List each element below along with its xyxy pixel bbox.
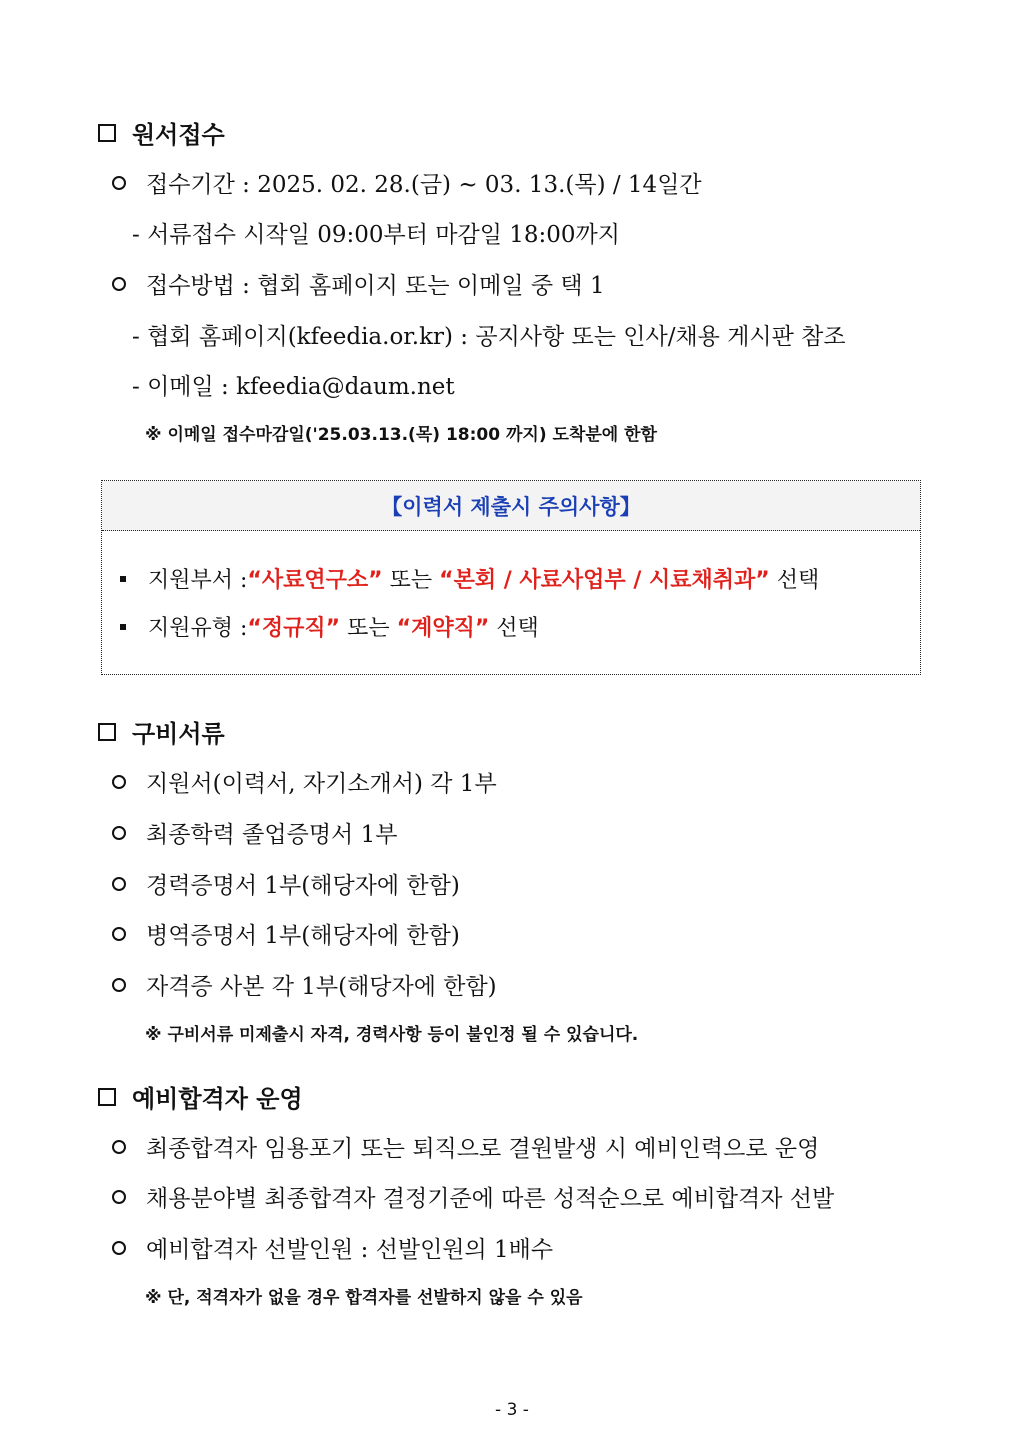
reserve-item: 예비합격자 선발인원 : 선발인원의 1배수 [112, 1231, 553, 1264]
square-bullet-icon [120, 624, 126, 630]
documents-item: 지원서(이력서, 자기소개서) 각 1부 [112, 765, 497, 798]
reserve-note: ※ 단, 적격자가 없을 경우 합격자를 선발하지 않을 수 있음 [145, 1288, 583, 1308]
checkbox-icon [98, 723, 116, 741]
documents-item: 병역증명서 1부(해당자에 한함) [112, 917, 460, 950]
circle-bullet-icon [112, 1140, 126, 1154]
section-documents-title: 구비서류 [98, 714, 225, 749]
page-number: - 3 - [495, 1400, 529, 1420]
application-period: 접수기간 : 2025. 02. 28.(금) ~ 03. 13.(목) / 14일간 [112, 166, 702, 199]
documents-item: 자격증 사본 각 1부(해당자에 한함) [112, 968, 497, 1001]
notice-box [101, 480, 921, 675]
square-bullet-icon [120, 576, 126, 582]
section-application-title: 원서접수 [98, 115, 225, 150]
section-reserve-title: 예비합격자 운영 [98, 1079, 303, 1114]
circle-bullet-icon [112, 826, 126, 840]
checkbox-icon [98, 124, 116, 142]
notice-box-header: 【이력서 제출시 주의사항】 [102, 481, 920, 531]
application-method-email: - 이메일 : kfeedia@daum.net [132, 374, 455, 400]
circle-bullet-icon [112, 927, 126, 941]
reserve-item: 채용분야별 최종합격자 결정기준에 따른 성적순으로 예비합격자 선발 [112, 1180, 834, 1213]
documents-item: 경력증명서 1부(해당자에 한함) [112, 867, 460, 900]
email-note: ※ 이메일 접수마감일('25.03.13.(목) 18:00 까지) 도착분에 한함 [145, 425, 657, 445]
circle-bullet-icon [112, 1241, 126, 1255]
circle-bullet-icon [112, 775, 126, 789]
application-method: 접수방법 : 협회 홈페이지 또는 이메일 중 택 1 [112, 267, 605, 300]
application-method-homepage: - 협회 홈페이지(kfeedia.or.kr) : 공지사항 또는 인사/채용 게시판 참조 [132, 324, 846, 350]
documents-note: ※ 구비서류 미제출시 자격, 경력사항 등이 불인정 될 수 있습니다. [145, 1025, 639, 1045]
circle-bullet-icon [112, 978, 126, 992]
circle-bullet-icon [112, 277, 126, 291]
application-period-detail: - 서류접수 시작일 09:00부터 마감일 18:00까지 [132, 222, 620, 248]
documents-item: 최종학력 졸업증명서 1부 [112, 816, 397, 849]
circle-bullet-icon [112, 1190, 126, 1204]
reserve-item: 최종합격자 임용포기 또는 퇴직으로 결원발생 시 예비인력으로 운영 [112, 1130, 819, 1163]
checkbox-icon [98, 1088, 116, 1106]
circle-bullet-icon [112, 877, 126, 891]
circle-bullet-icon [112, 176, 126, 190]
notice-type-line: 지원유형 : “정규직” 또는 “계약직” 선택 [120, 611, 539, 642]
notice-dept-line: 지원부서 : “사료연구소” 또는 “본회 / 사료사업부 / 시료채취과” 선택 [120, 563, 819, 594]
